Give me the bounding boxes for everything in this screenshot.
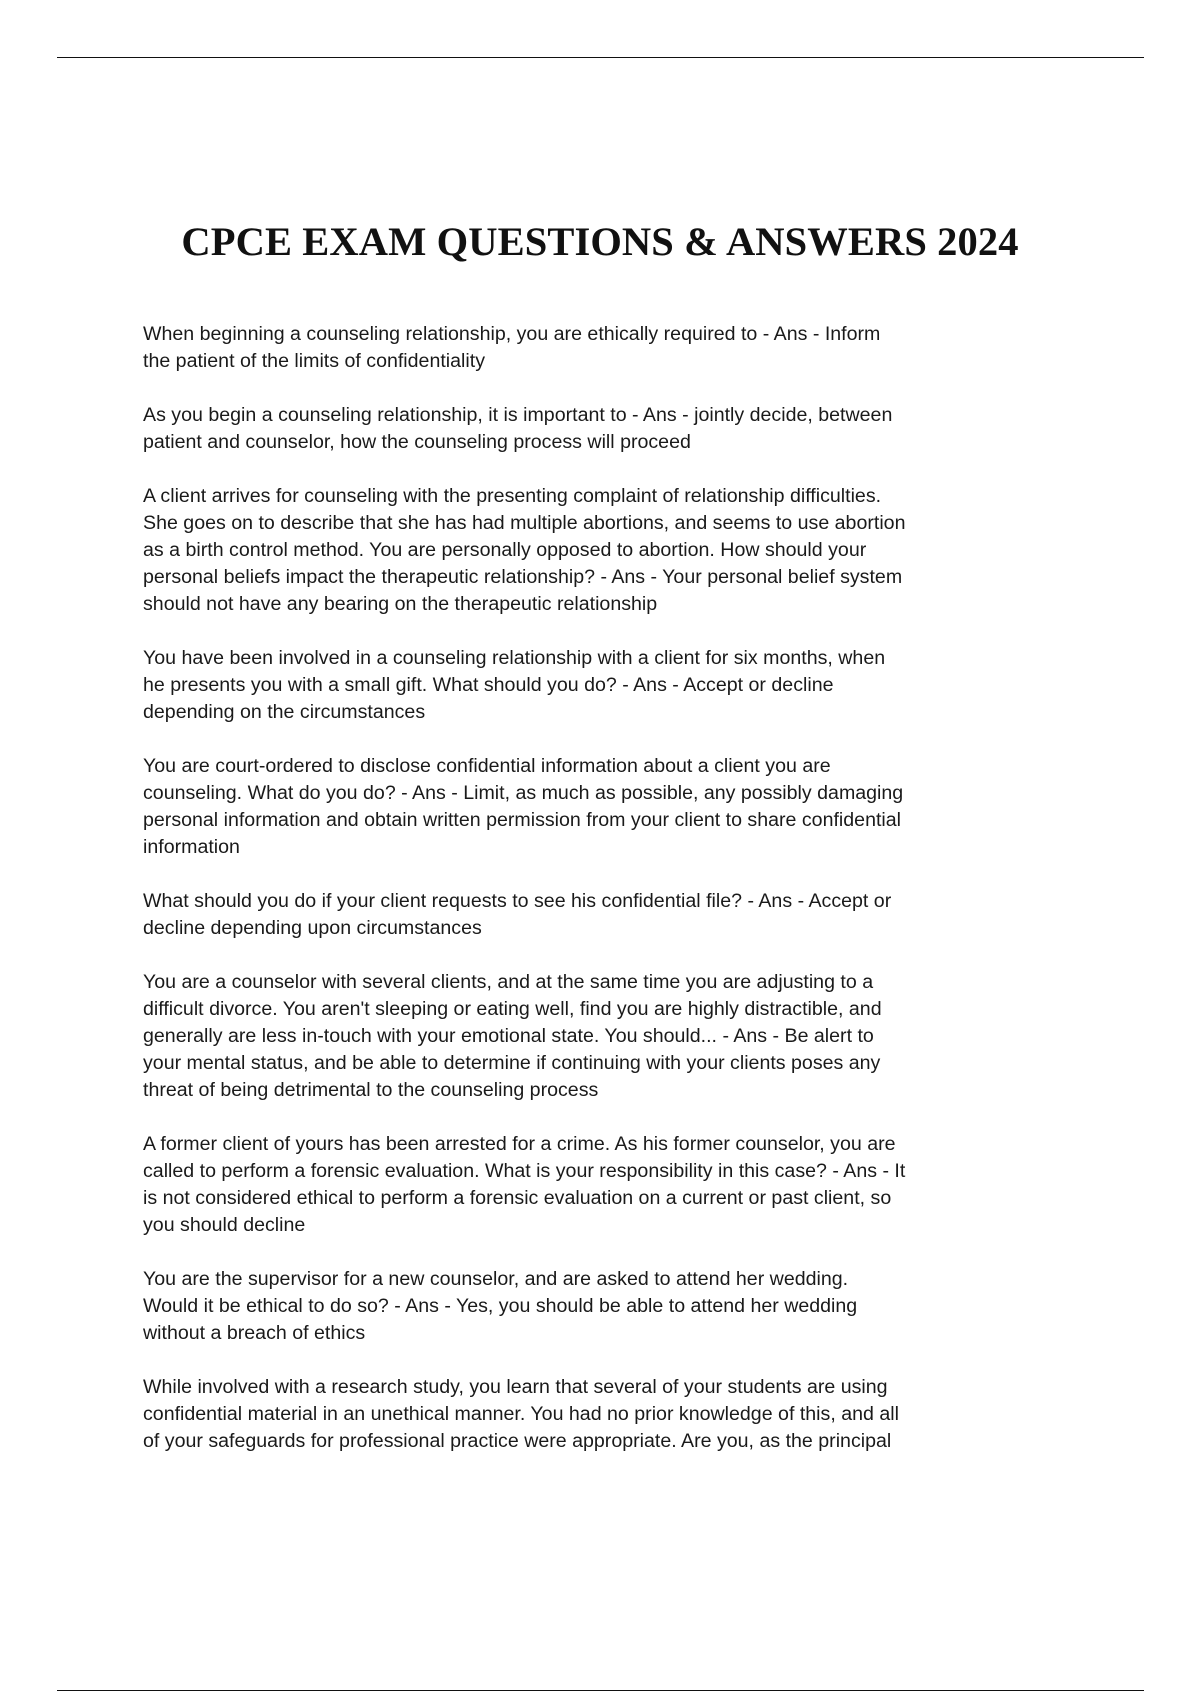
- qa-line: You are a counselor with several clients, and at the same time you are adjusting to a: [143, 971, 874, 993]
- qa-line: What should you do if your client requests to see his confidential file? - Ans - Accept or: [143, 890, 892, 912]
- qa-item: [143, 1131, 1073, 1239]
- qa-line: you should decline: [143, 1214, 306, 1236]
- qa-line: A former client of yours has been arrested for a crime. As his former counselor, you are: [143, 1133, 896, 1155]
- qa-line: decline depending upon circumstances: [143, 917, 482, 939]
- qa-item: [143, 888, 1073, 942]
- qa-line: without a breach of ethics: [143, 1322, 366, 1344]
- qa-line: difficult divorce. You aren't sleeping or eating well, find you are highly distractible, and: [143, 998, 882, 1020]
- qa-line: While involved with a research study, you learn that several of your students are using: [143, 1376, 888, 1398]
- qa-line: of your safeguards for professional practice were appropriate. Are you, as the principal: [143, 1430, 892, 1452]
- qa-item: [143, 483, 1073, 618]
- qa-line: as a birth control method. You are personally opposed to abortion. How should your: [143, 539, 867, 561]
- qa-line: personal information and obtain written permission from your client to share confidential: [143, 809, 902, 831]
- qa-line: threat of being detrimental to the counseling process: [143, 1079, 599, 1101]
- qa-line: the patient of the limits of confidentiality: [143, 350, 485, 372]
- qa-line: generally are less in-touch with your emotional state. You should... - Ans - Be alert to: [143, 1025, 874, 1047]
- qa-line: should not have any bearing on the therapeutic relationship: [143, 593, 658, 615]
- qa-line: is not considered ethical to perform a forensic evaluation on a current or past client, so: [143, 1187, 892, 1209]
- qa-line: You have been involved in a counseling relationship with a client for six months, when: [143, 647, 886, 669]
- qa-line: You are court-ordered to disclose confidential information about a client you are: [143, 755, 831, 777]
- qa-line: Would it be ethical to do so? - Ans - Yes, you should be able to attend her wedding: [143, 1295, 858, 1317]
- qa-line: patient and counselor, how the counseling process will proceed: [143, 431, 691, 453]
- qa-list: [143, 321, 1073, 1455]
- qa-line: She goes on to describe that she has had multiple abortions, and seems to use abortion: [143, 512, 906, 534]
- qa-item: [143, 1266, 1073, 1347]
- qa-line: When beginning a counseling relationship, you are ethically required to - Ans - Inform: [143, 323, 881, 345]
- qa-line: called to perform a forensic evaluation. What is your responsibility in this case? - Ans - It: [143, 1160, 906, 1182]
- qa-line: counseling. What do you do? - Ans - Limit, as much as possible, any possibly damaging: [143, 782, 904, 804]
- qa-item: [143, 645, 1073, 726]
- qa-item: [143, 753, 1073, 861]
- qa-line: confidential material in an unethical manner. You had no prior knowledge of this, and all: [143, 1403, 899, 1425]
- bottom-rule: [57, 1690, 1144, 1691]
- qa-item: [143, 321, 1073, 375]
- qa-line: your mental status, and be able to determine if continuing with your clients poses any: [143, 1052, 881, 1074]
- qa-line: You are the supervisor for a new counselor, and are asked to attend her wedding.: [143, 1268, 849, 1290]
- qa-item: [143, 1374, 1073, 1455]
- qa-item: [143, 969, 1073, 1104]
- qa-line: information: [143, 836, 240, 858]
- qa-line: As you begin a counseling relationship, it is important to - Ans - jointly decide, between: [143, 404, 893, 426]
- qa-line: A client arrives for counseling with the presenting complaint of relationship difficulties.: [143, 485, 882, 507]
- qa-line: depending on the circumstances: [143, 701, 426, 723]
- qa-item: [143, 402, 1073, 456]
- top-rule: [57, 57, 1144, 58]
- document-title: CPCE EXAM QUESTIONS & ANSWERS 2024: [181, 219, 1019, 264]
- qa-line: he presents you with a small gift. What should you do? - Ans - Accept or decline: [143, 674, 834, 696]
- qa-line: personal beliefs impact the therapeutic relationship? - Ans - Your personal belief system: [143, 566, 903, 588]
